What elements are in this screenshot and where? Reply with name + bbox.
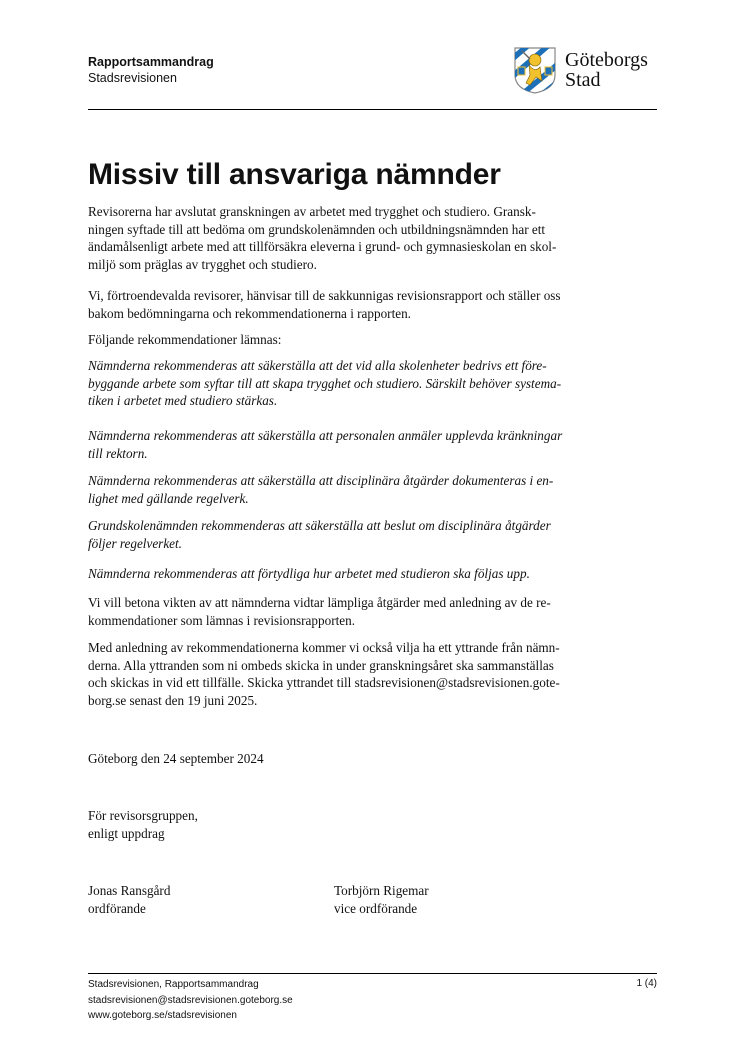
paragraph-line: tiken i arbetet med studiero stärkas. — [88, 393, 278, 409]
signature-role: ordförande — [88, 900, 146, 916]
body-paragraph — [88, 639, 668, 710]
footer-divider — [88, 973, 657, 974]
paragraph-line: lighet med gällande regelverk. — [88, 490, 249, 506]
paragraph-line: och skickas in vid ett tillfälle. Skicka yttrandet till stadsrevisionen@stadsrevisionen.gote- — [88, 675, 560, 691]
paragraph-line: ningen syftade till att bedöma om grundskolenämnden och utbildningsnämnden har ett — [88, 221, 546, 237]
recommendation-paragraph — [88, 472, 668, 507]
paragraph-line: Göteborg den 24 september 2024 — [88, 751, 264, 766]
paragraph-line: till rektorn. — [88, 445, 148, 461]
signature-name: Jonas Ransgård — [88, 883, 171, 898]
footer-email: stadsrevisionen@stadsrevisionen.goteborg.se — [88, 995, 293, 1006]
body-paragraph — [88, 594, 668, 629]
paragraph-line: bakom bedömningarna och rekommendationerna i rapporten. — [88, 305, 411, 321]
footer-website: www.goteborg.se/stadsrevisionen — [88, 1010, 237, 1021]
paragraph-line: Följande rekommendationer lämnas: — [88, 332, 282, 347]
recommendation-paragraph — [88, 357, 668, 410]
paragraph-line: Nämnderna rekommenderas att förtydliga hur arbetet med studieron ska följas upp. — [88, 566, 530, 581]
logo-text-line: Göteborgs — [565, 49, 648, 71]
paragraph-line: byggande arbete som syftar till att skapa trygghet och studiero. Särskilt behöver systema- — [88, 375, 562, 391]
paragraph-line: enligt uppdrag — [88, 825, 165, 841]
paragraph-line: För revisorsgruppen, — [88, 808, 198, 823]
signature-1 — [88, 882, 288, 917]
footer-org: Stadsrevisionen, Rapportsammandrag — [88, 979, 259, 990]
paragraph-line: Grundskolenämnden rekommenderas att säkerställa att beslut om disciplinära åtgärder — [88, 518, 551, 533]
signature-2 — [334, 882, 534, 917]
body-paragraph — [88, 287, 668, 322]
header-title: Rapportsammandrag — [88, 55, 214, 69]
body-paragraph — [88, 331, 668, 349]
paragraph-line: Nämnderna rekommenderas att säkerställa att det vid alla skolenheter bedrivs ett före- — [88, 358, 547, 373]
paragraph-line: borg.se senast den 19 juni 2025. — [88, 693, 258, 709]
body-paragraph — [88, 750, 668, 768]
recommendation-paragraph — [88, 517, 668, 552]
recommendation-paragraph — [88, 565, 668, 583]
header-subtitle: Stadsrevisionen — [88, 71, 177, 85]
paragraph-line: Nämnderna rekommenderas att säkerställa att personalen anmäler upplevda kränkningar — [88, 428, 563, 443]
logo-wordmark — [565, 50, 648, 90]
page-number: 1 (4) — [636, 978, 657, 989]
logo-text-line: Stad — [565, 69, 601, 91]
header-divider — [88, 109, 657, 110]
signature-name: Torbjörn Rigemar — [334, 883, 429, 898]
paragraph-line: Vi vill betona vikten av att nämnderna vidtar lämpliga åtgärder med anledning av de re- — [88, 595, 551, 610]
paragraph-line: Vi, förtroendevalda revisorer, hänvisar till de sakkunnigas revisionsrapport och ställer oss — [88, 288, 561, 303]
paragraph-line: ändamålsenligt arbete med att tillförsäkra eleverna i grund- och gymnasieskolan en skol- — [88, 239, 557, 255]
paragraph-line: följer regelverket. — [88, 535, 182, 551]
paragraph-line: kommendationer som lämnas i revisionsrapporten. — [88, 612, 355, 628]
document-title: Missiv till ansvariga nämnder — [88, 158, 501, 191]
body-paragraph — [88, 203, 668, 274]
recommendation-paragraph — [88, 427, 668, 462]
paragraph-line: Nämnderna rekommenderas att säkerställa att disciplinära åtgärder dokumenteras i en- — [88, 473, 554, 488]
paragraph-line: derna. Alla yttranden som ni ombeds skicka in under granskningsåret ska sammanställas — [88, 657, 554, 673]
body-paragraph — [88, 807, 668, 842]
paragraph-line: Revisorerna har avslutat granskningen av arbetet med trygghet och studiero. Gransk- — [88, 204, 536, 219]
signature-role: vice ordförande — [334, 900, 418, 916]
paragraph-line: miljö som präglas av trygghet och studiero. — [88, 257, 317, 273]
paragraph-line: Med anledning av rekommendationerna kommer vi också vilja ha ett yttrande från nämn- — [88, 640, 560, 655]
goteborg-coat-of-arms-logo — [512, 45, 558, 95]
